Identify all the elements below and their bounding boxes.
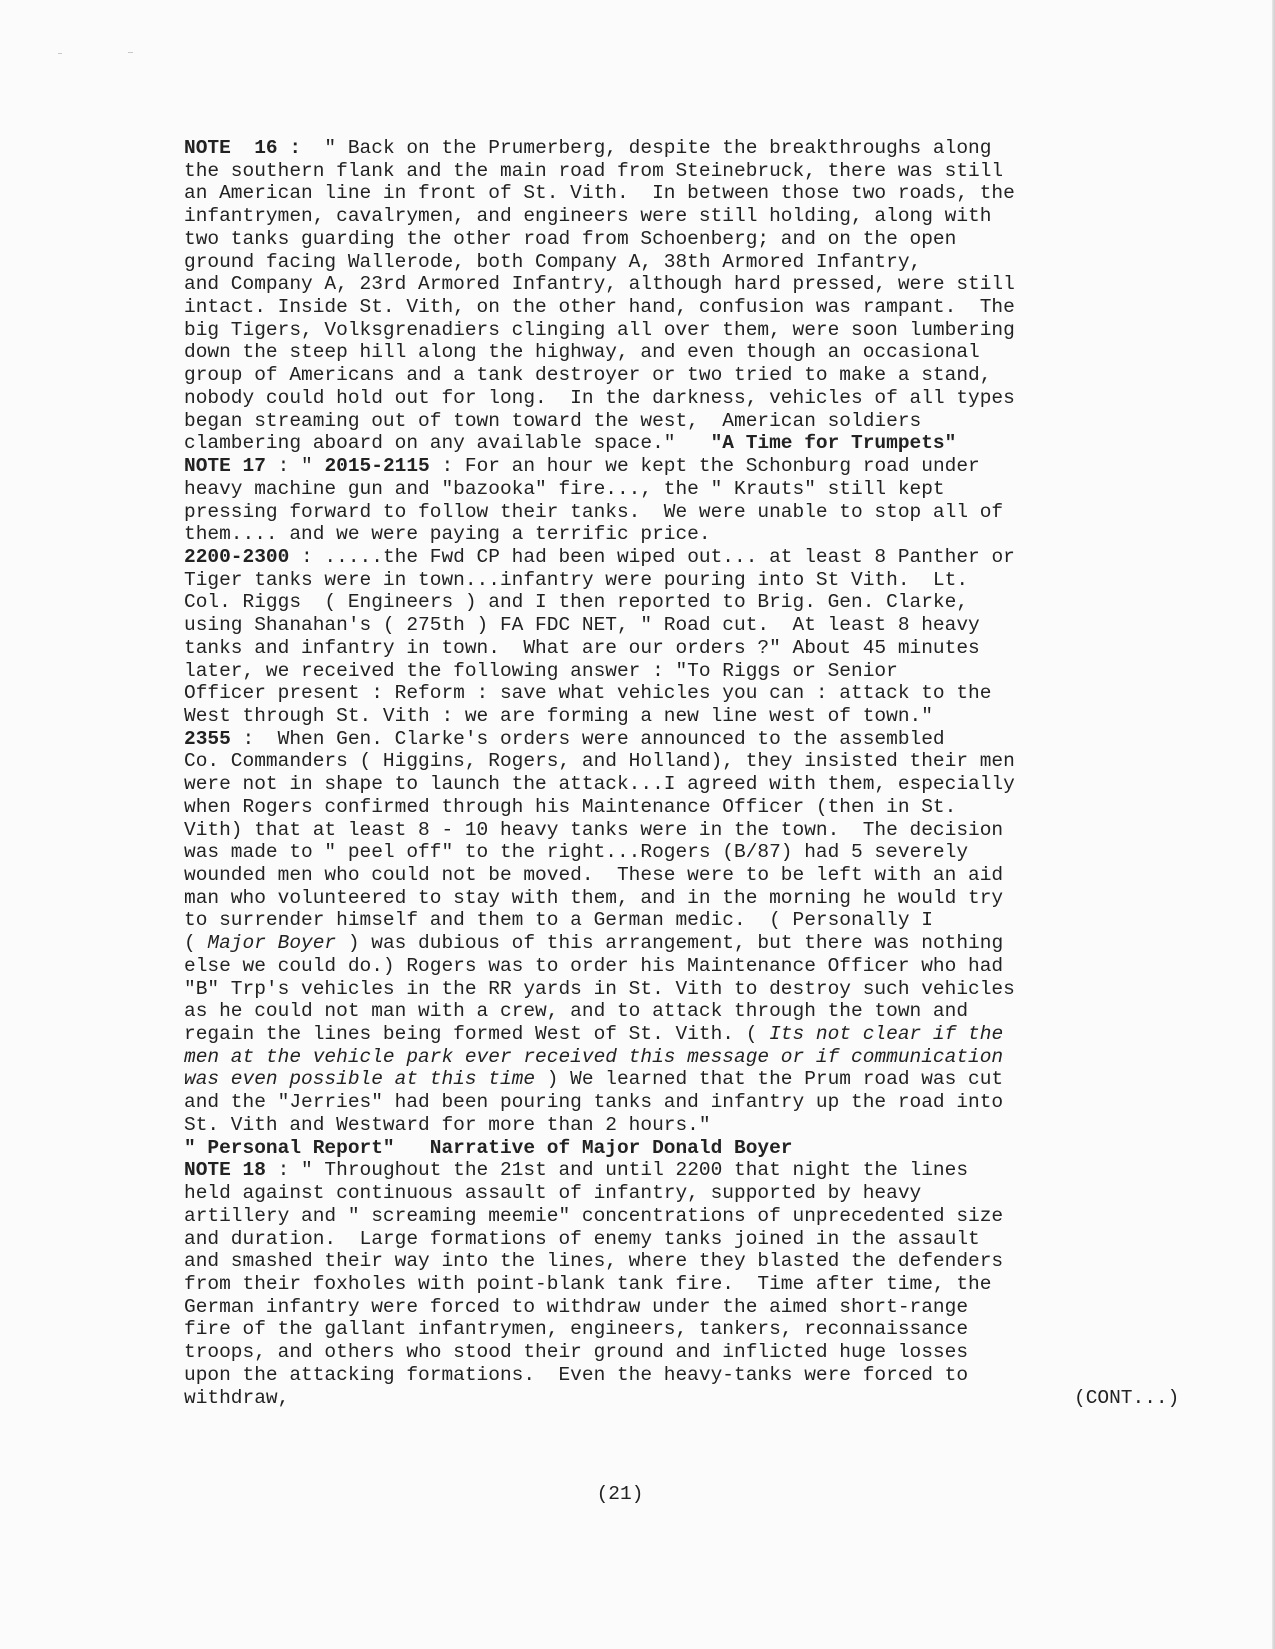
text-run: clambering aboard on any available space." — [184, 432, 711, 455]
text-line — [184, 182, 1084, 205]
text-line — [184, 251, 1084, 274]
text-run: and duration. Large formations of enemy tanks joined in the assault — [184, 1227, 980, 1250]
text-line — [184, 887, 1084, 910]
text-line — [184, 637, 1084, 660]
italic-text: men at the vehicle park ever received this message or if communication — [184, 1045, 1004, 1068]
scan-speck — [58, 53, 62, 54]
document-body — [184, 137, 1180, 1409]
text-run: pressing forward to follow their tanks. We were unable to stop all of — [184, 500, 1004, 523]
text-run: fire of the gallant infantrymen, engineers, tankers, reconnaissance — [184, 1318, 969, 1341]
bold-text: " Personal Report" Narrative of Major Donald Boyer — [184, 1136, 793, 1159]
text-line — [184, 1068, 1084, 1091]
bold-text: NOTE 16 : — [184, 137, 302, 159]
text-run: Col. Riggs ( Engineers ) and I then reported to Brig. Gen. Clarke, — [184, 591, 969, 614]
text-run: St. Vith and Westward for more than 2 hours." — [184, 1113, 711, 1136]
text-run: Tiger tanks were in town...infantry were pouring into St Vith. Lt. — [184, 568, 969, 591]
text-run: an American line in front of St. Vith. In between those two roads, the — [184, 182, 1015, 205]
bold-text: 2355 — [184, 727, 231, 750]
text-line — [184, 478, 1084, 501]
text-run: held against continuous assault of infantry, supported by heavy — [184, 1182, 922, 1205]
text-line — [184, 864, 1084, 887]
text-line — [184, 819, 1084, 842]
text-line — [184, 909, 1084, 932]
text-line — [184, 569, 1084, 592]
text-run: "B" Trp's vehicles in the RR yards in St. Vith to destroy such vehicles — [184, 977, 1015, 1000]
text-line — [184, 1023, 1084, 1046]
continued-marker: (CONT...) — [1074, 1386, 1180, 1409]
text-line — [184, 273, 1084, 296]
text-run: when Rogers confirmed through his Maintenance Officer (then in St. — [184, 795, 957, 818]
text-run: artillery and " screaming meemie" concentrations of unprecedented size — [184, 1204, 1004, 1227]
text-run: began streaming out of town toward the west, American soldiers — [184, 409, 922, 432]
text-line — [184, 205, 1084, 228]
text-run: " Back on the Prumerberg, despite the breakthroughs along — [301, 137, 992, 159]
text-line — [184, 387, 1084, 410]
text-run: intact. Inside St. Vith, on the other hand, confusion was rampant. The — [184, 296, 1015, 319]
italic-text: Major Boyer — [207, 932, 337, 955]
bold-text: "A Time for Trumpets" — [710, 432, 957, 455]
text-run: down the steep hill along the highway, and even though an occasional — [184, 341, 980, 364]
text-run: to surrender himself and them to a German medic. ( Personally I — [184, 909, 933, 932]
text-run: ground facing Wallerode, both Company A, 38th Armored Infantry, — [184, 250, 922, 273]
text-run: ) We learned that the Prum road was cut — [535, 1068, 1004, 1091]
text-line — [184, 296, 1084, 319]
text-line — [184, 432, 1084, 455]
text-run: regain the lines being formed West of St. Vith. ( — [184, 1023, 770, 1046]
text-run: them.... and we were paying a terrific price. — [184, 523, 711, 546]
text-line — [184, 160, 1084, 183]
text-run: man who volunteered to stay with them, and in the morning he would try — [184, 886, 1004, 909]
italic-text: Its not clear if the — [769, 1023, 1004, 1046]
text-run: tanks and infantry in town. What are our orders ?" About 45 minutes — [184, 636, 980, 659]
text-run: two tanks guarding the other road from Schoenberg; and on the open — [184, 227, 957, 250]
text-line — [184, 228, 1084, 251]
text-line — [184, 614, 1084, 637]
bold-text: NOTE 17 — [184, 455, 266, 478]
text-line — [184, 410, 1084, 433]
text-line — [184, 796, 1084, 819]
text-run: from their foxholes with point-blank tank fire. Time after time, the — [184, 1272, 992, 1295]
text-line — [184, 728, 1084, 751]
text-run: group of Americans and a tank destroyer or two tried to make a stand, — [184, 364, 992, 387]
text-run: Co. Commanders ( Higgins, Rogers, and Holland), they insisted their men — [184, 750, 1015, 773]
text-run: were not in shape to launch the attack...I agreed with them, especially — [184, 773, 1015, 796]
text-run: heavy machine gun and "bazooka" fire..., the " Krauts" still kept — [184, 477, 945, 500]
text-run: ) was dubious of this arrangement, but there was nothing — [336, 932, 1004, 955]
text-run: later, we received the following answer : "To Riggs or Senior — [184, 659, 898, 682]
text-run: else we could do.) Rogers was to order his Maintenance Officer who had — [184, 954, 1004, 977]
text-line — [184, 319, 1084, 342]
text-line — [184, 455, 1084, 478]
text-run: infantrymen, cavalrymen, and engineers were still holding, along with — [184, 205, 992, 228]
text-line — [184, 364, 1084, 387]
text-line — [184, 841, 1084, 864]
text-line — [184, 1000, 1084, 1023]
text-run: : " — [265, 455, 325, 478]
text-run: : When Gen. Clarke's orders were announced to the assembled — [230, 727, 945, 750]
text-run: big Tigers, Volksgrenadiers clinging all over them, were soon lumbering — [184, 318, 1015, 341]
text-line — [184, 137, 1084, 160]
text-run: nobody could hold out for long. In the darkness, vehicles of all types — [184, 386, 1015, 409]
text-line — [184, 1182, 1084, 1205]
text-run: Vith) that at least 8 - 10 heavy tanks were in the town. The decision — [184, 818, 1004, 841]
text-line — [184, 1228, 1084, 1251]
text-line — [184, 1250, 1084, 1273]
text-line — [184, 1114, 1084, 1137]
text-run: troops, and others who stood their ground and inflicted huge losses — [184, 1341, 969, 1364]
text-run: : " Throughout the 21st and until 2200 that night the lines — [265, 1159, 969, 1182]
text-line — [184, 523, 1084, 546]
text-line — [184, 1159, 1084, 1182]
text-run: and Company A, 23rd Armored Infantry, although hard pressed, were still — [184, 273, 1015, 296]
text-line — [184, 1318, 1084, 1341]
text-run: ( — [184, 932, 208, 955]
text-run: withdraw, — [184, 1386, 290, 1409]
text-run: : .....the Fwd CP had been wiped out... at least 8 Panther or — [289, 545, 1015, 568]
text-line — [184, 773, 1084, 796]
text-line — [184, 1137, 1084, 1160]
text-line — [184, 501, 1084, 524]
text-line — [184, 341, 1084, 364]
text-line — [184, 1296, 1084, 1319]
text-line — [184, 591, 1084, 614]
text-line — [184, 1386, 1180, 1410]
text-run: Officer present : Reform : save what vehicles you can : attack to the — [184, 682, 992, 705]
text-line — [184, 1046, 1084, 1069]
text-line — [184, 705, 1084, 728]
text-run: and smashed their way into the lines, where they blasted the defenders — [184, 1250, 1004, 1273]
text-line — [184, 1091, 1084, 1114]
text-run: West through St. Vith : we are forming a new line west of town." — [184, 704, 933, 727]
text-run: German infantry were forced to withdraw under the aimed short-range — [184, 1295, 969, 1318]
text-run: wounded men who could not be moved. These were to be left with an aid — [184, 864, 1004, 886]
text-line — [184, 1205, 1084, 1228]
text-line — [184, 955, 1084, 978]
text-line — [184, 1273, 1084, 1296]
text-run: and the "Jerries" had been pouring tanks and infantry up the road into — [184, 1091, 1004, 1114]
text-run: the southern flank and the main road from Steinebruck, there was still — [184, 159, 1004, 182]
bold-text: 2015-2115 — [324, 455, 430, 478]
text-line — [184, 932, 1084, 955]
text-line — [184, 660, 1084, 683]
text-line — [184, 1341, 1084, 1364]
text-line — [184, 682, 1084, 705]
text-run: upon the attacking formations. Even the heavy-tanks were forced to — [184, 1363, 969, 1386]
bold-text: 2200-2300 — [184, 545, 290, 568]
text-run: as he could not man with a crew, and to attack through the town and — [184, 1000, 969, 1023]
page-number: (21) — [596, 1483, 644, 1505]
text-line — [184, 750, 1084, 773]
text-run: using Shanahan's ( 275th ) FA FDC NET, " Road cut. At least 8 heavy — [184, 614, 980, 637]
bold-text: NOTE 18 — [184, 1159, 266, 1182]
text-line — [184, 978, 1084, 1001]
scan-speck — [128, 52, 133, 53]
text-line — [184, 546, 1084, 569]
text-run: : For an hour we kept the Schonburg road under — [429, 455, 980, 478]
text-line — [184, 1364, 1084, 1387]
text-run: was made to " peel off" to the right...Rogers (B/87) had 5 severely — [184, 841, 969, 864]
italic-text: was even possible at this time — [184, 1068, 536, 1091]
